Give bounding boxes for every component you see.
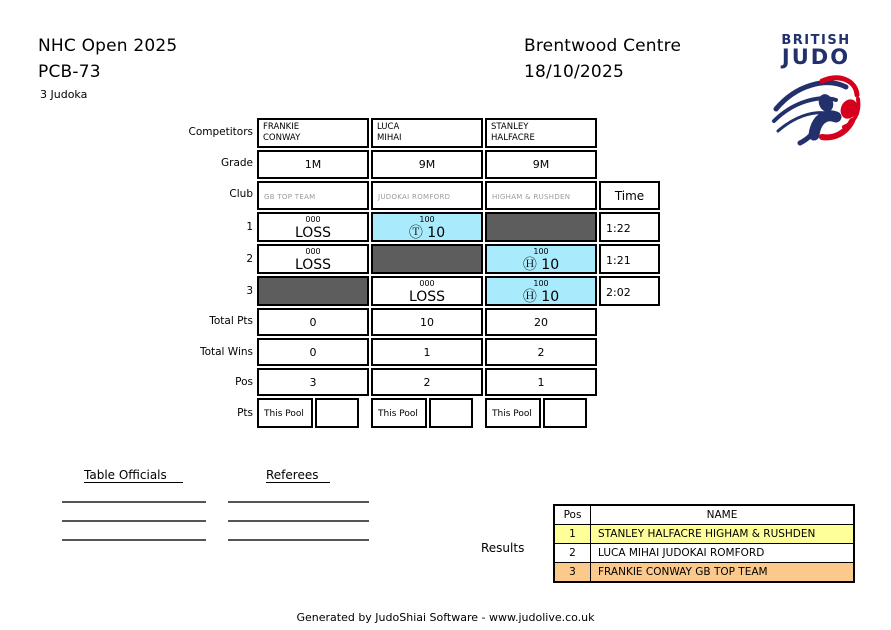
- competitor-first-name: LUCA: [377, 122, 400, 132]
- time-column-header: Time: [599, 181, 660, 210]
- venue: Brentwood Centre: [524, 36, 682, 56]
- logo-text-judo: JUDO: [781, 45, 851, 69]
- total-wins-cell: 0: [257, 338, 369, 366]
- match-score: 100: [533, 279, 549, 288]
- match-cell-loss: [371, 276, 483, 306]
- signature-line: [228, 520, 369, 522]
- results-row-1: [555, 524, 853, 543]
- match-score: 000: [305, 215, 321, 224]
- club-cell: GB TOP TEAM: [257, 181, 369, 210]
- total-pts-cell: 0: [257, 308, 369, 336]
- signature-line: [228, 501, 369, 503]
- signature-line: [62, 520, 206, 522]
- match-cell-blocked: [485, 212, 597, 242]
- pos-cell: 2: [371, 368, 483, 396]
- match-time: 1:22: [599, 212, 660, 242]
- category-code: PCB-73: [38, 62, 101, 82]
- match-cell-loss: [257, 212, 369, 242]
- match-result: LOSS: [408, 289, 446, 305]
- result-name: STANLEY HALFACRE HIGHAM & RUSHDEN: [598, 528, 816, 540]
- competitor-cell: [371, 118, 483, 148]
- match-cell-blocked: [371, 244, 483, 274]
- results-row-2: [555, 543, 853, 562]
- competitor-first-name: STANLEY: [491, 122, 529, 132]
- match-cell-blocked: [257, 276, 369, 306]
- match-cell-win: [485, 244, 597, 274]
- results-header-row: [555, 506, 853, 524]
- results-col-pos: Pos: [555, 506, 591, 524]
- label-match-3: 3: [246, 285, 253, 297]
- label-match-2: 2: [246, 253, 253, 265]
- result-pos: 2: [555, 544, 591, 562]
- label-pts: Pts: [237, 407, 253, 419]
- logo-text-british: BRITISH: [781, 33, 851, 48]
- competitor-first-name: FRANKIE: [263, 122, 300, 132]
- grade-cell: 9M: [485, 150, 597, 179]
- british-judo-logo: [770, 33, 862, 151]
- results-col-name: NAME: [706, 509, 738, 521]
- competitor-cell: [257, 118, 369, 148]
- grade-cell: 1M: [257, 150, 369, 179]
- match-score: 100: [533, 247, 549, 256]
- judoka-count: 3 Judoka: [40, 88, 88, 101]
- label-club: Club: [229, 188, 253, 200]
- signature-line: [228, 539, 369, 541]
- match-cell-win: [371, 212, 483, 242]
- judo-throw-figure-icon: [770, 69, 862, 147]
- match-result: LOSS: [294, 225, 332, 241]
- match-result: Ⓗ 10: [522, 289, 560, 305]
- signature-line: [62, 501, 206, 503]
- match-result: Ⓣ 10: [408, 225, 446, 241]
- grade-cell: 9M: [371, 150, 483, 179]
- match-score: 100: [419, 215, 435, 224]
- pos-cell: 1: [485, 368, 597, 396]
- result-name: LUCA MIHAI JUDOKAI ROMFORD: [598, 547, 765, 559]
- match-cell-loss: [257, 244, 369, 274]
- total-wins-cell: 1: [371, 338, 483, 366]
- event-date: 18/10/2025: [524, 62, 624, 82]
- label-match-1: 1: [246, 221, 253, 233]
- pts-blank-cell: [429, 398, 473, 428]
- match-result: LOSS: [294, 257, 332, 273]
- result-pos: 3: [555, 563, 591, 581]
- competitor-last-name: CONWAY: [263, 133, 301, 144]
- this-pool-cell: This Pool: [485, 398, 541, 428]
- match-time: 2:02: [599, 276, 660, 306]
- pos-cell: 3: [257, 368, 369, 396]
- this-pool-cell: This Pool: [371, 398, 427, 428]
- match-score: 000: [305, 247, 321, 256]
- label-total-pts: Total Pts: [209, 315, 253, 327]
- pts-blank-cell: [543, 398, 587, 428]
- club-cell: JUDOKAI ROMFORD: [371, 181, 483, 210]
- competitor-cell: [485, 118, 597, 148]
- referees-heading: Referees: [266, 468, 330, 483]
- label-competitors: Competitors: [188, 126, 253, 138]
- competitor-last-name: HALFACRE: [491, 133, 535, 144]
- label-total-wins: Total Wins: [199, 346, 253, 358]
- this-pool-cell: This Pool: [257, 398, 313, 428]
- result-pos: 1: [555, 525, 591, 543]
- table-officials-heading: Table Officials: [84, 468, 183, 483]
- results-row-3: [555, 562, 853, 581]
- match-result: Ⓗ 10: [522, 257, 560, 273]
- signature-line: [62, 539, 206, 541]
- match-score: 000: [419, 279, 435, 288]
- total-pts-cell: 20: [485, 308, 597, 336]
- club-cell: HIGHAM & RUSHDEN: [485, 181, 597, 210]
- label-grade: Grade: [220, 157, 253, 169]
- event-title: NHC Open 2025: [38, 36, 178, 56]
- result-name: FRANKIE CONWAY GB TOP TEAM: [598, 566, 768, 578]
- results-table: [553, 504, 855, 583]
- competitor-last-name: MIHAI: [377, 133, 402, 144]
- generator-credit: Generated by JudoShiai Software - www.judolive.co.uk: [296, 611, 595, 624]
- match-cell-win: [485, 276, 597, 306]
- results-label: Results: [481, 541, 525, 555]
- total-wins-cell: 2: [485, 338, 597, 366]
- label-pos: Pos: [235, 376, 253, 388]
- total-pts-cell: 10: [371, 308, 483, 336]
- match-time: 1:21: [599, 244, 660, 274]
- pts-blank-cell: [315, 398, 359, 428]
